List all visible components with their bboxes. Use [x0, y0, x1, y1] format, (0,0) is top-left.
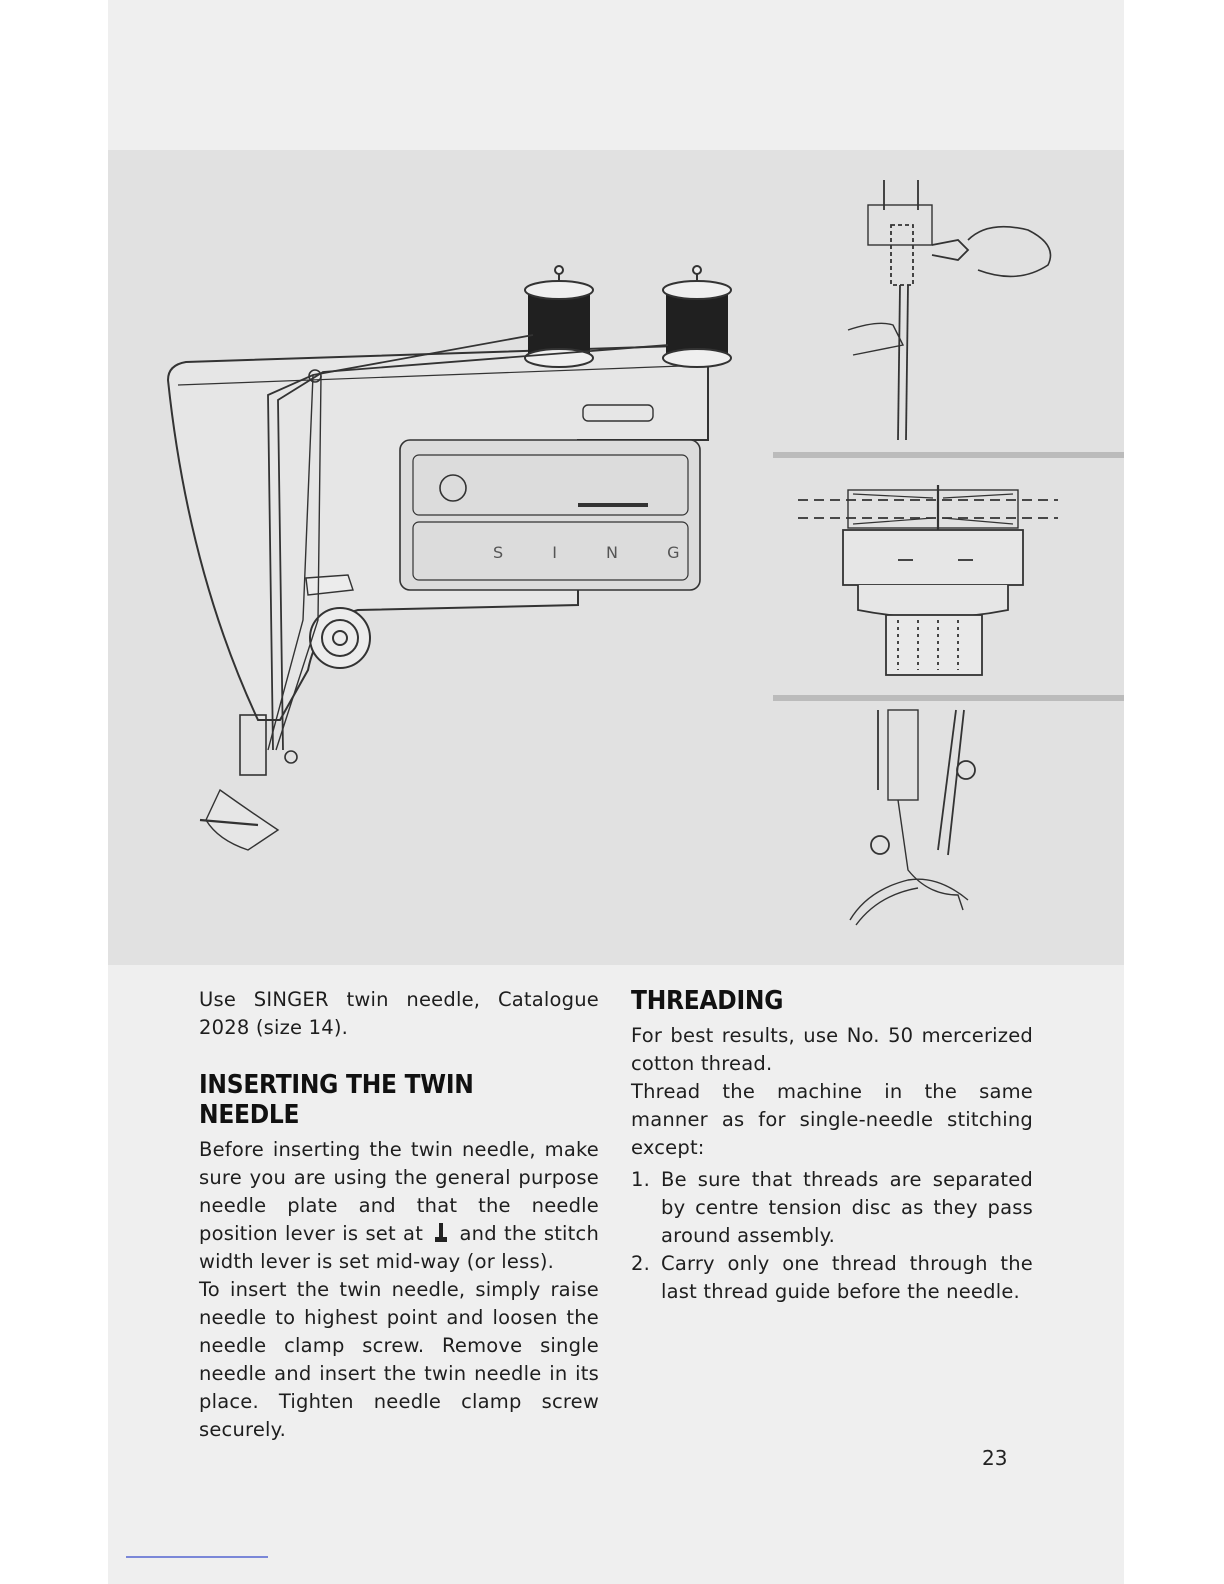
step-number: 1. [631, 1168, 651, 1191]
sewing-machine-illustration [108, 150, 1124, 965]
inserting-paragraph-1-end: and the stitch width lever is set mid-way (or less). [199, 1222, 600, 1273]
threading-heading: THREADING [631, 986, 784, 1016]
page-number: 23 [982, 1446, 1008, 1470]
threading-steps [631, 1166, 1033, 1306]
footer-rule [126, 1556, 268, 1558]
left-column [199, 986, 599, 1444]
inserting-paragraph-2: To insert the twin needle, simply raise needle to highest point and loosen the needle clamp screw. Remove single needle and insert the twin needle in its place. Tighten needle clamp screw securely. [199, 1278, 599, 1441]
illustration-panel [108, 150, 1124, 965]
machine-brand-text: S I N G [493, 543, 702, 562]
threading-paragraph-1: For best results, use No. 50 mercerized cotton thread. [631, 1024, 1033, 1075]
right-column [631, 986, 1033, 1306]
threading-paragraph-2: Thread the machine in the same manner as for single-needle stitching except: [631, 1080, 1033, 1159]
list-item [631, 1250, 1033, 1306]
inserting-heading: INSERTING THE TWIN NEEDLE [199, 1070, 474, 1130]
inserting-paragraph-1 [199, 1136, 599, 1276]
list-item [631, 1166, 1033, 1250]
inserting-paragraph-1-start: Before inserting the twin needle, make sure you are using the general purpose needle plate and that the needle position lever is set at [199, 1138, 599, 1245]
step-number: 2. [631, 1252, 651, 1275]
needle-position-icon [434, 1222, 448, 1244]
intro-text: Use SINGER twin needle, Catalogue 2028 (size 14). [199, 988, 599, 1039]
step-text: Be sure that threads are separated by centre tension disc as they pass around assembly. [661, 1168, 1033, 1247]
step-text: Carry only one thread through the last thread guide before the needle. [661, 1252, 1033, 1303]
